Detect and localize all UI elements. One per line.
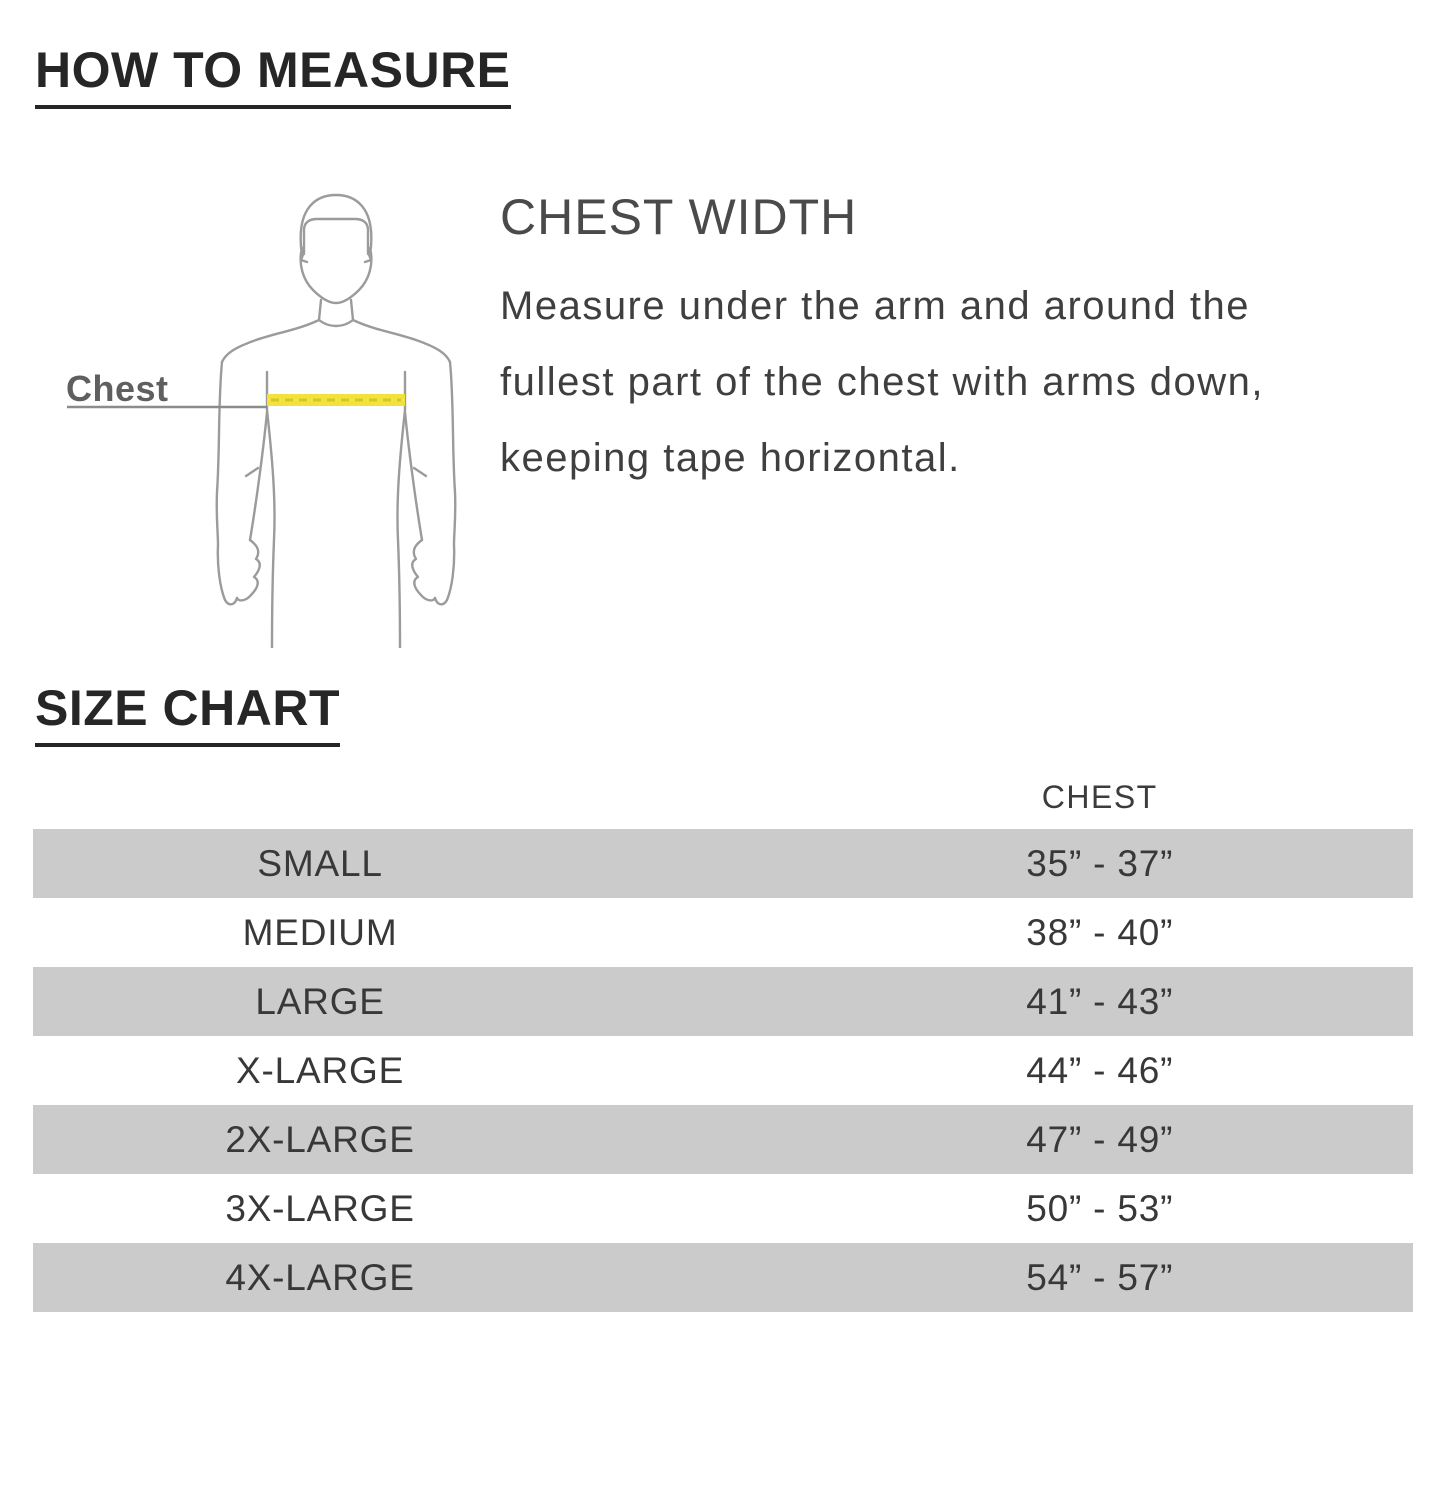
table-row-x-large bbox=[33, 1036, 1413, 1105]
chest-range-cell: 44” - 46” bbox=[1026, 1049, 1174, 1091]
description-line: fullest part of the chest with arms down, bbox=[500, 360, 1265, 404]
size-cell: MEDIUM bbox=[242, 911, 398, 953]
size-chart-header-row bbox=[33, 772, 1413, 822]
size-cell: SMALL bbox=[257, 842, 383, 884]
size-cell: LARGE bbox=[255, 980, 385, 1022]
chest-width-description bbox=[500, 268, 1264, 496]
chest-range-cell: 47” - 49” bbox=[1026, 1118, 1174, 1160]
table-row-2x-large bbox=[33, 1105, 1413, 1174]
table-row-large bbox=[33, 967, 1413, 1036]
size-cell: 2X-LARGE bbox=[225, 1118, 415, 1160]
table-row-medium bbox=[33, 898, 1413, 967]
description-line: Measure under the arm and around the bbox=[500, 284, 1250, 328]
measurement-figure bbox=[36, 188, 486, 648]
chest-range-cell: 41” - 43” bbox=[1026, 980, 1174, 1022]
table-row-3x-large bbox=[33, 1174, 1413, 1243]
table-row-4x-large bbox=[33, 1243, 1413, 1312]
size-cell: 4X-LARGE bbox=[225, 1256, 415, 1298]
chest-width-subtitle: CHEST WIDTH bbox=[500, 189, 858, 245]
chest-column-header: CHEST bbox=[1041, 778, 1158, 815]
size-cell: X-LARGE bbox=[236, 1049, 405, 1091]
chest-range-cell: 35” - 37” bbox=[1026, 842, 1174, 884]
table-row-small bbox=[33, 829, 1413, 898]
chest-range-cell: 54” - 57” bbox=[1026, 1256, 1174, 1298]
chest-range-cell: 38” - 40” bbox=[1026, 911, 1174, 953]
chest-figure-label: Chest bbox=[66, 368, 169, 409]
size-chart-heading: SIZE CHART bbox=[35, 678, 340, 747]
chest-range-cell: 50” - 53” bbox=[1026, 1187, 1174, 1229]
how-to-measure-heading: HOW TO MEASURE bbox=[35, 40, 511, 109]
size-chart-table bbox=[33, 829, 1413, 1312]
size-cell: 3X-LARGE bbox=[225, 1187, 415, 1229]
body-measurement-illustration bbox=[36, 188, 486, 648]
description-line: keeping tape horizontal. bbox=[500, 436, 961, 480]
